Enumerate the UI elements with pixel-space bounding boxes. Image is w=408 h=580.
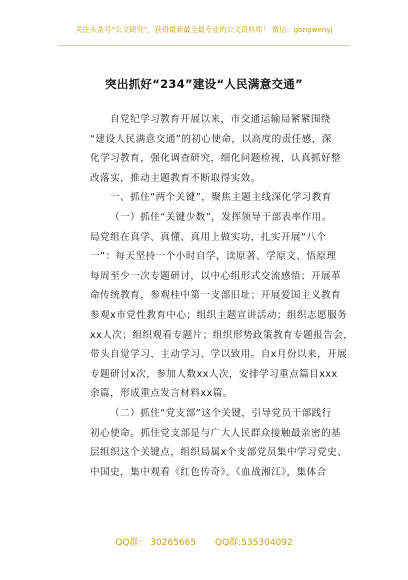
body-line: 余篇，形成重点发言材料xx篇。	[90, 388, 233, 400]
body-line: 自党纪学习教育开展以来，市交通运输局紧紧围绕	[110, 114, 331, 125]
body-line: 专题研讨x次，参加人数xx人次，安排学习重点篇目xxx	[90, 368, 338, 380]
subsection-heading: （一）抓住“关键少数”，发挥领导干部表率作用。	[110, 211, 332, 223]
body-line: 命传统教育，参观桂中第一支部旧址；开展爱国主义教育	[90, 290, 342, 302]
document-title: 突出抓好“234”建设“人民满意交通”	[105, 77, 303, 91]
header-banner: 关注头条号“公文研究”，获得最新最全最专业的公文资料库！ 微信：gongwenyj	[75, 25, 333, 34]
body-line: 改落实，推动主题教育不断取得实效。	[90, 172, 261, 184]
body-line: 参观x市党性教育中心；组织主题宣讲活动；组织志愿服务	[90, 309, 348, 321]
body-line: 初心使命。抓住党支部是与广大人民群众接触最亲密的基	[90, 427, 342, 439]
body-line: xx人次；组织观看专题片；组织形势政策教育专题报告会，	[90, 329, 354, 341]
body-line: 中国史，集中观看《红色传奇》、《血战湘江》，集体合	[90, 466, 327, 478]
body-line: 每周至少一次专题研讨，以中心组形式交流感悟；开展革	[90, 270, 342, 282]
qq-group-2: QQ群:535304092	[214, 538, 293, 548]
section-heading: 一、抓住“两个关键”，聚焦主题主线深化学习教育	[110, 192, 332, 204]
document-body	[90, 110, 354, 482]
qq-group-1: QQ群： 30265665	[115, 538, 197, 548]
body-line: 局党组在真学、真懂、真用上做实功，扎实开展“八个	[90, 231, 327, 243]
body-line: 一”：每天坚持一个小时自学，读原著、学原文、悟原理	[90, 251, 337, 263]
header-divider	[58, 45, 350, 46]
body-line: 层组织这个关键点，组织局属x个支部党员集中学习党史、	[90, 447, 348, 459]
body-line: “建设人民满意交通”的初心使命，以高度的责任感，深	[90, 133, 332, 145]
subsection-heading: （二）抓住“党支部”这个关键，引导党员干部践行	[110, 407, 332, 419]
body-line: 带头自觉学习、主动学习、学以致用。自x月份以来，开展	[90, 349, 348, 361]
footer-contact	[0, 535, 408, 548]
body-line: 化学习教育，强化调查研究，细化问题检视，认真抓好整	[90, 153, 342, 165]
